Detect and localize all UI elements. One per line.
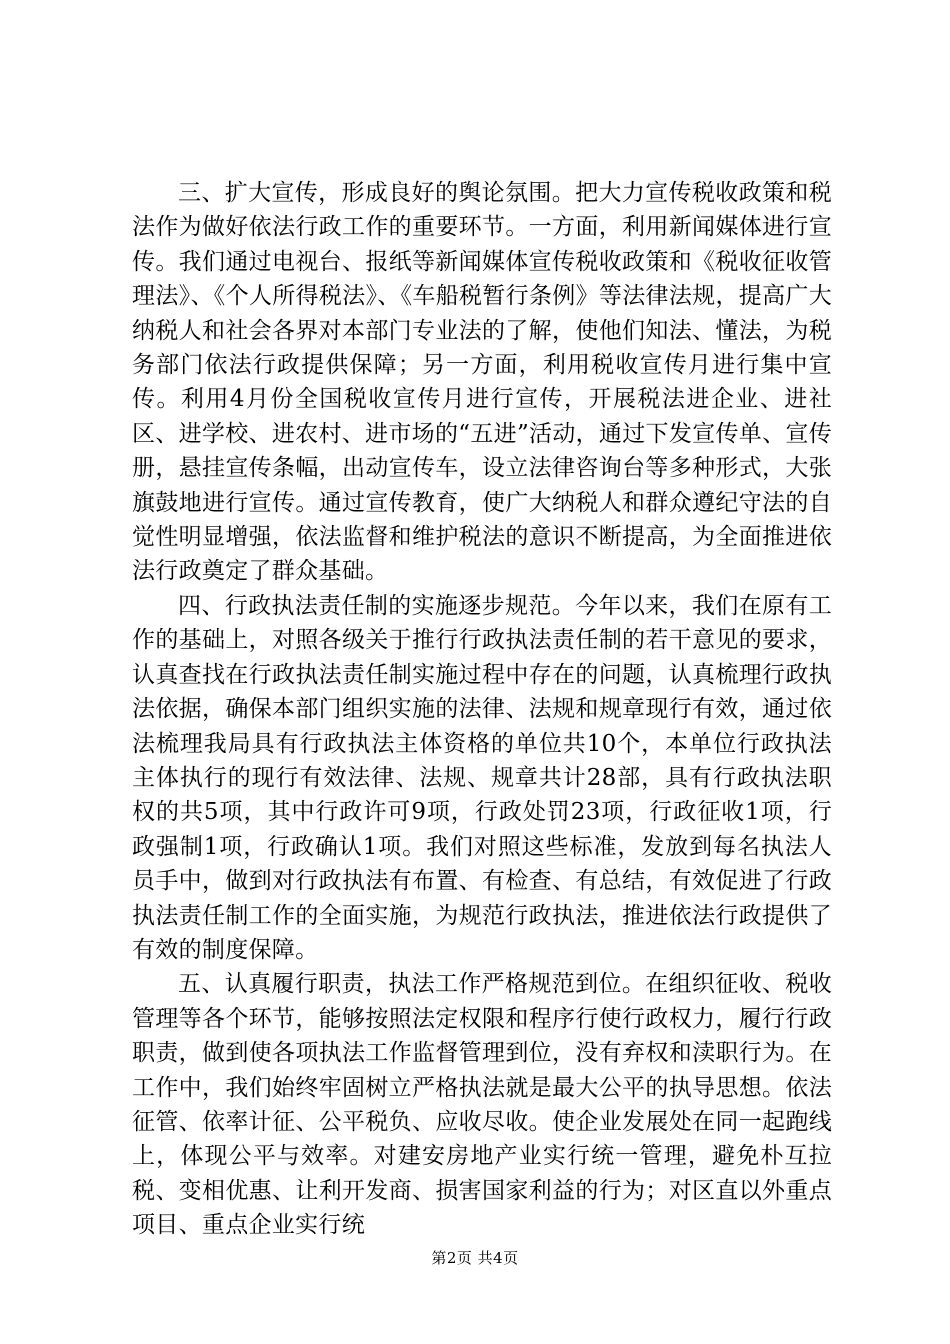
page-footer: 第2页 共4页 (431, 1249, 519, 1267)
paragraph-publicity: 三、扩大宣传，形成良好的舆论氛围。把大力宣传税收政策和税法作为做好依法行政工作的重要环节。一方面，利用新闻媒体进行宣传。我们通过电视台、报纸等新闻媒体宣传税收政策和《税收征收管理法》、《个人所得税法》、《车船税暂行条例》等法律法规，提高广大纳税人和社会各界对本部门专业法的了解，使他们知法、懂法，为税务部门依法行政提供保障；另一方面，利用税收宣传月进行集中宣传。利用4月份全国税收宣传月进行宣传，开展税法进企业、进社区、进学校、进农村、进市场的“五进”活动，通过下发宣传单、宣传册，悬挂宣传条幅，出动宣传车，设立法律咨询台等多种形式，大张旗鼓地进行宣传。通过宣传教育，使广大纳税人和群众遵纪守法的自觉性明显增强，依法监督和维护税法的意识不断提高，为全面推进依法行政奠定了群众基础。 (132, 180, 832, 585)
document-body (132, 176, 832, 1243)
paragraph-duty-performance: 五、认真履行职责，执法工作严格规范到位。在组织征收、税收管理等各个环节，能够按照法定权限和程序行使行政权力，履行行政职责，做到使各项执法工作监督管理到位，没有弃权和渎职行为。在工作中，我们始终牢固树立严格执法就是最大公平的执导思想。依法征管、依率计征、公平税负、应收尽收。使企业发展处在同一起跑线上，体现公平与效率。对建安房地产业实行统一管理，避免朴互拉税、变相优惠、让利开发商、损害国家利益的行为；对区直以外重点项目、重点企业实行统 (132, 971, 832, 1239)
paragraph-enforcement-responsibility: 四、行政执法责任制的实施逐步规范。今年以来，我们在原有工作的基础上，对照各级关于推行行政执法责任制的若干意见的要求，认真查找在行政执法责任制实施过程中存在的问题，认真梳理行政执法依据，确保本部门组织实施的法律、法规和规章现行有效，通过依法梳理我局具有行政执法主体资格的单位共10个，本单位行政执法主体执行的现行有效法律、法规、规章共计28部，具有行政执法职权的共5项，其中行政许可9项，行政处罚23项，行政征收1项，行政强制1项，行政确认1项。我们对照这些标准，发放到每名执法人员手中，做到对行政执法有布置、有检查、有总结，有效促进了行政执法责任制工作的全面实施，为规范行政执法，推进依法行政提供了有效的制度保障。 (132, 592, 832, 963)
